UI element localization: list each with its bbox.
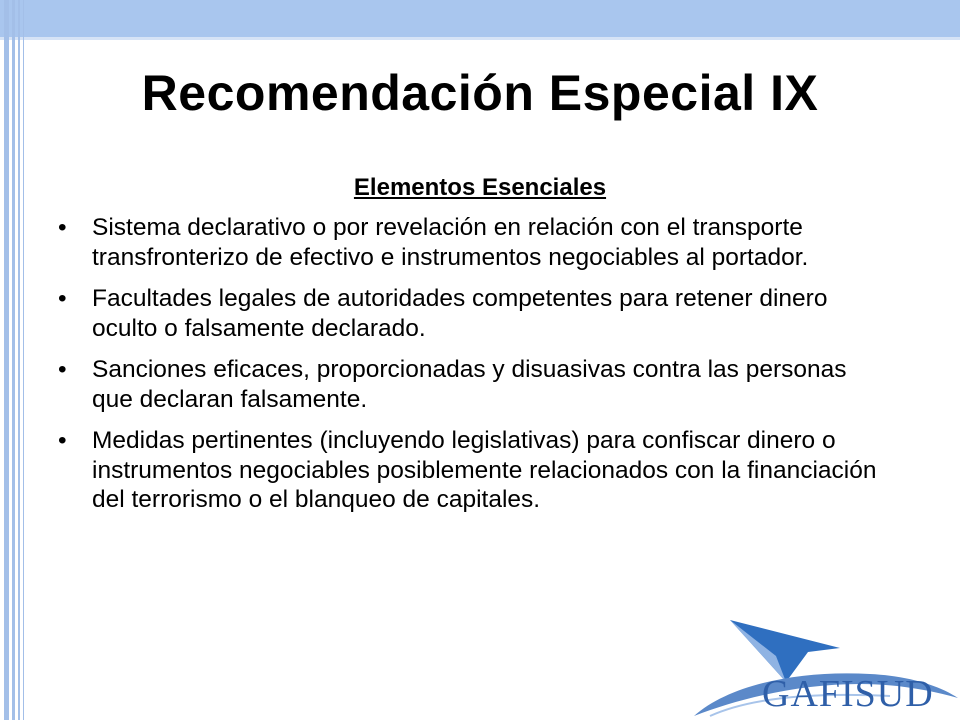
bullet-item — [58, 213, 878, 272]
bullet-dot: • — [58, 427, 67, 454]
bullet-text: Facultades legales de autoridades competentes para retener dinero oculto o falsamente declarado. — [92, 285, 828, 342]
bullet-item — [58, 426, 878, 515]
bullet-dot: • — [58, 285, 67, 312]
gafisud-logo — [690, 612, 960, 720]
top-accent-shade — [0, 37, 960, 40]
slide-title: Recomendación Especial IX — [141, 65, 819, 121]
top-accent-bar — [0, 0, 960, 37]
bullet-text: Sanciones eficaces, proporcionadas y disuasivas contra las personas que declaran falsamente. — [92, 356, 847, 413]
bullet-dot: • — [58, 356, 67, 383]
bullet-list — [58, 213, 878, 527]
slide-subtitle: Elementos Esenciales — [353, 174, 607, 201]
bullet-item — [58, 284, 878, 343]
logo-text: GAFISUD — [762, 673, 934, 715]
bullet-text: Medidas pertinentes (incluyendo legislativas) para confiscar dinero o instrumentos negociables posiblemente relacionados con la financiación del terrorismo o el blanqueo de capitales. — [92, 427, 877, 513]
bullet-text: Sistema declarativo o por revelación en relación con el transporte transfronterizo de efectivo e instrumentos negociables al portador. — [92, 214, 809, 271]
bullet-item — [58, 355, 878, 414]
bullet-dot: • — [58, 214, 67, 241]
